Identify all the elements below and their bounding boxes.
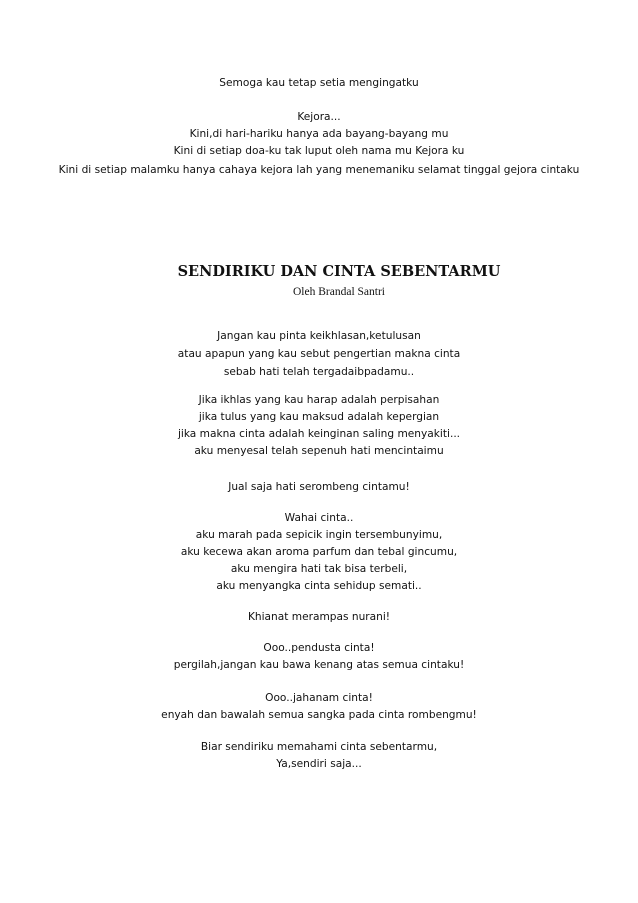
poem-line: Wahai cinta.. bbox=[284, 512, 354, 524]
poem-line: Biar sendiriku memahami cinta sebentarmu, bbox=[200, 741, 438, 753]
poem-line: sebab hati telah tergadaibpadamu.. bbox=[223, 366, 415, 378]
poem-line: atau apapun yang kau sebut pengertian makna cinta bbox=[177, 348, 461, 360]
intro-line: Kini di setiap malamku hanya cahaya kejora lah yang menemaniku selamat tinggal gejora cintaku bbox=[58, 164, 580, 176]
poem-line: aku kecewa akan aroma parfum dan tebal gincumu, bbox=[180, 546, 458, 558]
poem-line: aku mengira hati tak bisa terbeli, bbox=[230, 563, 408, 575]
poem-line: jika tulus yang kau maksud adalah kepergian bbox=[198, 411, 440, 423]
poem-line: jika makna cinta adalah keinginan saling menyakiti... bbox=[177, 428, 461, 440]
intro-line: Kini di setiap doa-ku tak luput oleh nama mu Kejora ku bbox=[173, 145, 465, 157]
poem-line: Ooo..pendusta cinta! bbox=[263, 642, 375, 654]
poem-title: SENDIRIKU DAN CINTA SEBENTARMU bbox=[177, 263, 501, 280]
poem-line: aku menyangka cinta sehidup semati.. bbox=[216, 580, 422, 592]
poem-line: aku menyesal telah sepenuh hati mencintaimu bbox=[194, 445, 444, 457]
intro-line: Semoga kau tetap setia mengingatku bbox=[219, 77, 419, 89]
poem-line: Jika ikhlas yang kau harap adalah perpisahan bbox=[198, 394, 440, 406]
poem-line: Khianat merampas nurani! bbox=[247, 611, 391, 623]
poem-line: Jual saja hati serombeng cintamu! bbox=[228, 481, 410, 493]
intro-line: Kejora... bbox=[297, 111, 341, 123]
poem-line: Ya,sendiri saja... bbox=[276, 758, 362, 770]
intro-line: Kini,di hari-hariku hanya ada bayang-bayang mu bbox=[189, 128, 449, 140]
poem-line: Jangan kau pinta keikhlasan,ketulusan bbox=[217, 330, 421, 342]
poem-line: Ooo..jahanam cinta! bbox=[265, 692, 373, 704]
poem-line: enyah dan bawalah semua sangka pada cinta rombengmu! bbox=[161, 709, 477, 721]
poem-line: aku marah pada sepicik ingin tersembunyimu, bbox=[195, 529, 443, 541]
poem-author: Oleh Brandal Santri bbox=[293, 286, 385, 298]
poem-line: pergilah,jangan kau bawa kenang atas semua cintaku! bbox=[173, 659, 465, 671]
